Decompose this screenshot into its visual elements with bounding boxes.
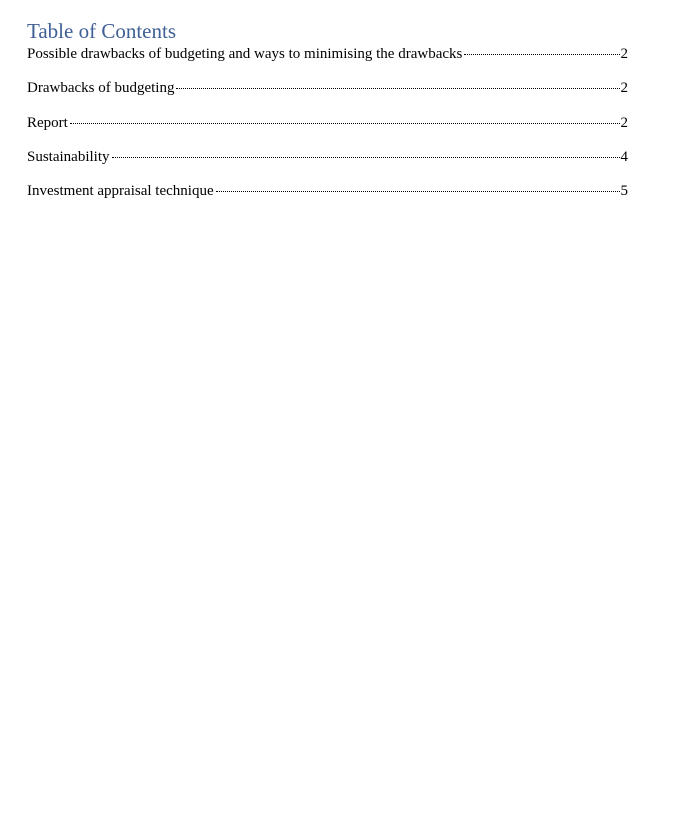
- toc-entry-label: Sustainability: [27, 148, 110, 165]
- table-of-contents: [27, 44, 628, 215]
- dot-leader: [112, 157, 620, 158]
- toc-entry-page-number: 2: [620, 114, 628, 131]
- toc-heading: Table of Contents: [27, 19, 176, 43]
- toc-entry-label: Report: [27, 114, 68, 131]
- dot-leader: [216, 191, 620, 192]
- toc-entry-label: Possible drawbacks of budgeting and ways to minimising the drawbacks: [27, 46, 463, 62]
- toc-entry-page-number: 4: [620, 148, 628, 165]
- toc-entry-label: Drawbacks of budgeting: [27, 80, 175, 97]
- toc-entry[interactable]: [27, 181, 628, 215]
- dot-leader: [464, 54, 619, 55]
- toc-entry-page-number: 2: [620, 46, 628, 62]
- dot-leader: [70, 123, 620, 124]
- toc-entry[interactable]: [27, 44, 628, 78]
- toc-entry[interactable]: [27, 147, 628, 181]
- toc-entry[interactable]: [27, 78, 628, 112]
- toc-entry-page-number: 5: [620, 183, 628, 200]
- toc-entry-page-number: 2: [620, 80, 628, 97]
- toc-entry-label: Investment appraisal technique: [27, 183, 214, 200]
- dot-leader: [176, 88, 619, 89]
- toc-entry[interactable]: [27, 113, 628, 147]
